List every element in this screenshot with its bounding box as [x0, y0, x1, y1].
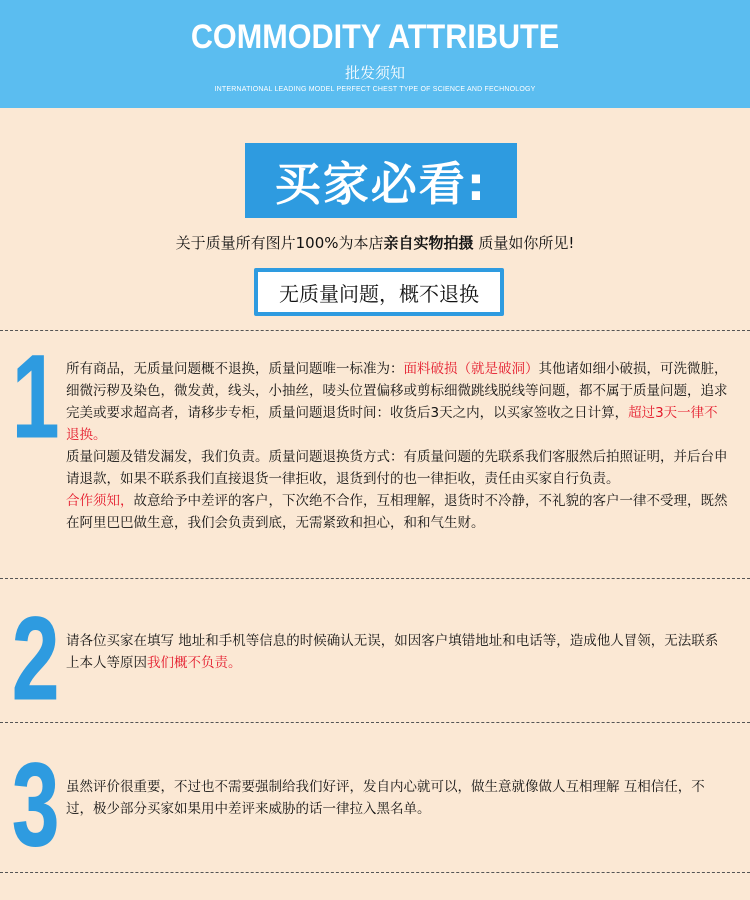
- quality-note-prefix: 关于质量所有图片100%为本店: [175, 234, 384, 252]
- divider: [0, 330, 750, 331]
- section-1-highlight-3: 合作须知，: [66, 493, 134, 509]
- section-1-text-c: 故意给予中差评的客户，下次绝不合作，互相理解，退货时不冷静，不礼貌的客户一律不受理，既然在阿里巴巴做生意，我们会负责到底，无需紧致和担心，和和气生财。: [66, 493, 728, 531]
- section-1-highlight: 面料破损（就是破洞）: [403, 361, 539, 377]
- section-3-paragraph: 虽然评价很重要，不过也不需要强制给我们好评，发自内心就可以，做生意就像做人互相理解 互相信任，不过，极少部分买家如果用中差评来威胁的话一律拉入黑名单。: [66, 779, 705, 817]
- divider: [0, 872, 750, 873]
- no-return-label: 无质量问题，概不退换: [258, 272, 500, 312]
- must-read-banner: 买家必看:: [245, 143, 517, 218]
- header-subtitle: 批发须知: [344, 64, 405, 82]
- quality-note: [0, 232, 750, 253]
- section-1-paragraph-2: 质量问题及错发漏发，我们负责。质量问题退换货方式：有质量问题的先联系我们客服然后拍照证明，并后台申请退款，如果不联系我们直接退货一律拒收，退货到付的也一律拒收，责任由买家自行负责。: [66, 449, 728, 487]
- section-2-paragraph: [66, 630, 728, 674]
- section-2-highlight: 我们概不负责。: [147, 655, 242, 671]
- section-2-text-a: 请各位买家在填写 地址和手机等信息的时候确认无误，如因客户填错地址和电话等，造成他人冒领，无法联系上本人等原因: [66, 633, 719, 671]
- header-banner: [0, 0, 750, 108]
- header-title: COMMODITY ATTRIBUTE: [190, 18, 560, 56]
- section-number-3: 3: [12, 739, 60, 871]
- section-1-text-a: 所有商品，无质量问题概不退换，质量问题唯一标准为：: [66, 361, 404, 377]
- no-return-box: [254, 268, 504, 316]
- section-1-highlight-2: 超过3天一律不退换。: [66, 405, 718, 443]
- section-number-2: 2: [12, 593, 60, 725]
- section-2-text: [66, 630, 728, 674]
- section-1-text: [66, 358, 728, 534]
- section-3-text: [66, 776, 728, 820]
- divider: [0, 722, 750, 723]
- section-1-paragraph-1: [66, 358, 728, 446]
- section-number-1: 1: [12, 331, 60, 463]
- header-tagline: INTERNATIONAL LEADING MODEL PERFECT CHEST TYPE OF SCIENCE AND FECHNOLOGY: [214, 86, 536, 93]
- quality-note-suffix: 质量如你所见!: [473, 234, 575, 252]
- quality-note-bold: 亲自实物拍摄: [383, 234, 474, 252]
- section-1-paragraph-3: [66, 490, 728, 534]
- section-1-text-b: 其他诸如细小破损，可洗微脏，细微污秽及染色，微发黄，线头，小抽丝，唛头位置偏移或剪标细微跳线脱线等问题，都不属于质量问题，追求完美或要求超高者，请移步专柜，质量问题退货时间：收货后3天之内，以买家签收之日计算，: [66, 361, 728, 421]
- divider: [0, 578, 750, 579]
